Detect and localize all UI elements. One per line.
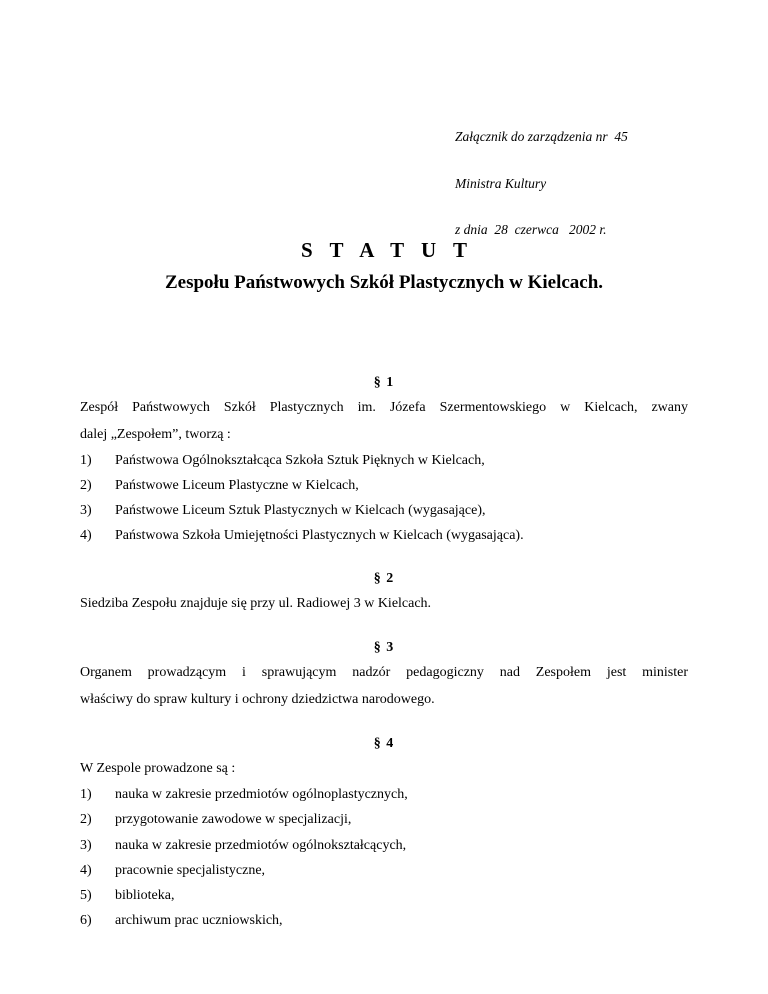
section-1-item-1-number: 1) [80, 453, 92, 468]
section-2-text: Siedziba Zespołu znajduje się przy ul. Radiowej 3 w Kielcach. [80, 596, 432, 611]
section-1-item-3: Państwowe Liceum Sztuk Plastycznych w Kielcach (wygasające), [115, 503, 486, 518]
annex-line-1: Załącznik do zarządzenia nr 45 [455, 129, 628, 144]
section-1-item-4: Państwowa Szkoła Umiejętności Plastycznych w Kielcach (wygasająca). [115, 528, 524, 543]
section-4-item-5-number: 5) [80, 888, 92, 903]
section-3-line-2: właściwy do spraw kultury i ochrony dziedzictwa narodowego. [80, 692, 435, 707]
document-title: S T A T U T [300, 238, 474, 262]
annex-line-2: Ministra Kultury [455, 175, 547, 191]
section-1-heading: § 1 [373, 375, 395, 390]
section-1-item-1: Państwowa Ogólnokształcąca Szkoła Sztuk Pięknych w Kielcach, [115, 453, 485, 468]
section-4-item-3: nauka w zakresie przedmiotów ogólnokształcących, [115, 838, 407, 853]
section-4-item-3-number: 3) [80, 838, 92, 853]
section-4-intro: W Zespole prowadzone są : [80, 761, 236, 776]
section-4-item-6-number: 6) [80, 913, 92, 928]
section-4-item-2-number: 2) [80, 812, 92, 827]
section-3-heading: § 3 [373, 640, 395, 655]
section-1-item-2: Państwowe Liceum Plastyczne w Kielcach, [115, 478, 359, 493]
document-subtitle: Zespołu Państwowych Szkół Plastycznych w Kielcach. [164, 272, 604, 293]
section-1-item-4-number: 4) [80, 528, 92, 543]
section-3-line-1: Organem prowadzącym i sprawującym nadzór pedagogiczny nad Zespołem jest minister [80, 665, 688, 680]
section-4-item-2: przygotowanie zawodowe w specjalizacji, [115, 812, 352, 827]
section-1-intro-line-1: Zespół Państwowych Szkół Plastycznych im. Józefa Szermentowskiego w Kielcach, zwany [80, 400, 688, 415]
section-4-item-4-number: 4) [80, 863, 92, 878]
section-1-intro-line-2: dalej „Zespołem”, tworzą : [80, 427, 231, 442]
section-4-item-1-number: 1) [80, 787, 92, 802]
section-4-item-6: archiwum prac uczniowskich, [115, 913, 283, 928]
annex-line-3: z dnia 28 czerwca 2002 r. [455, 222, 607, 237]
section-4-item-4: pracownie specjalistyczne, [115, 863, 266, 878]
section-2-heading: § 2 [373, 571, 395, 586]
section-1-item-3-number: 3) [80, 503, 92, 518]
section-1-item-2-number: 2) [80, 478, 92, 493]
section-4-item-5: biblioteka, [115, 888, 175, 903]
section-4-item-1: nauka w zakresie przedmiotów ogólnoplastycznych, [115, 787, 408, 802]
section-4-heading: § 4 [373, 736, 395, 751]
annex-note [455, 98, 628, 253]
